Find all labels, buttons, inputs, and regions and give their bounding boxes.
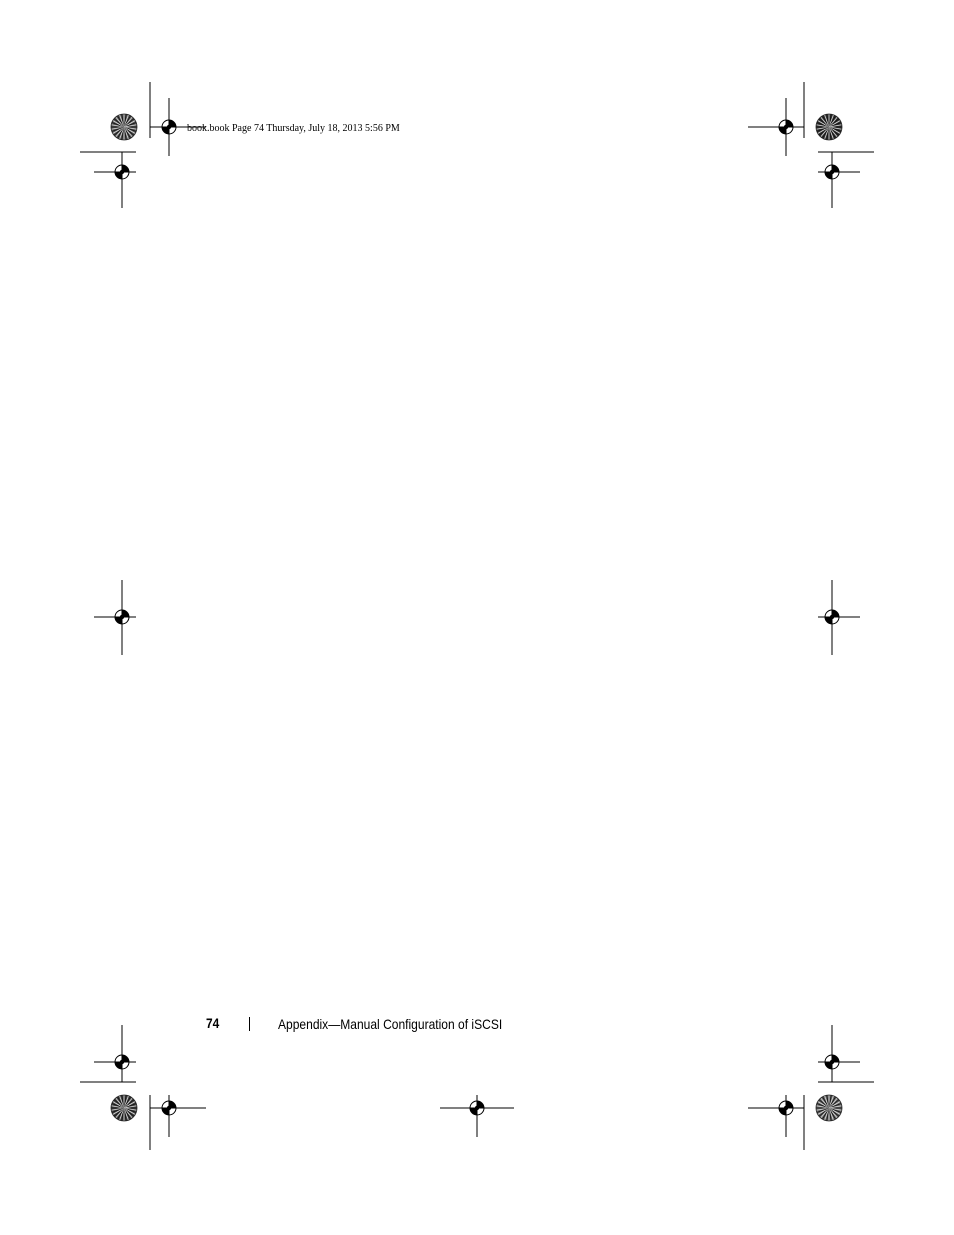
crop-target-icon xyxy=(94,152,136,208)
crop-target-icon xyxy=(748,98,804,156)
starburst-calibration-icon xyxy=(816,1095,842,1121)
crop-target-icon xyxy=(440,1095,514,1137)
crop-target-icon xyxy=(818,1025,860,1082)
print-slug-line: book.book Page 74 Thursday, July 18, 2013 5:56 PM xyxy=(187,123,400,134)
starburst-calibration-icon xyxy=(111,1095,137,1121)
crop-target-icon xyxy=(818,152,860,208)
starburst-calibration-icon xyxy=(111,114,137,140)
page-number: 74 xyxy=(206,1015,220,1031)
footer-divider xyxy=(249,1017,250,1031)
crop-target-icon xyxy=(94,1025,136,1082)
crop-target-icon xyxy=(150,1095,206,1137)
starburst-calibration-icon xyxy=(816,114,842,140)
crop-target-icon xyxy=(94,580,136,655)
running-footer-title: Appendix—Manual Configuration of iSCSI xyxy=(278,1016,503,1032)
crop-target-icon xyxy=(818,580,860,655)
crop-target-icon xyxy=(748,1095,804,1137)
